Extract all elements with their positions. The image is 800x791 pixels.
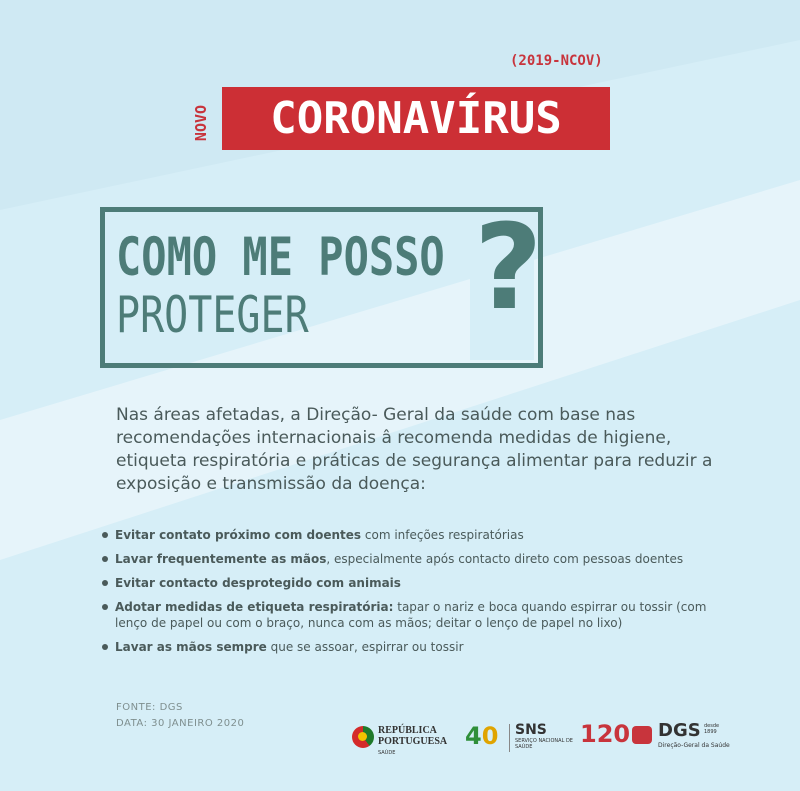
- measures-list: [100, 527, 720, 663]
- dgs-since: desde 1899: [704, 723, 720, 735]
- bullet-icon: [102, 580, 108, 586]
- emblem-icon: [352, 726, 374, 748]
- dgs-anniversary-number: 120: [580, 720, 631, 748]
- sns-name: SNS: [515, 722, 547, 738]
- virus-code-subtitle: (2019-NCOV): [510, 53, 603, 69]
- page-title: CORONAVÍRUS: [270, 93, 562, 144]
- source-info: [116, 700, 244, 732]
- dgs-emblem-icon: [632, 726, 652, 744]
- list-item: Lavar frequentemente as mãos, especialmente após contacto direto com pessoas doentes: [100, 551, 720, 567]
- question-mark: ?: [474, 198, 543, 336]
- republica-line1: REPÚBLICA: [378, 725, 437, 736]
- bullet-icon: [102, 532, 108, 538]
- question-line-1: COMO ME POSSO: [116, 226, 445, 288]
- bullet-icon: [102, 644, 108, 650]
- title-banner: [222, 87, 610, 150]
- novo-label: NOVO: [192, 104, 210, 142]
- republica-portuguesa-logo: [352, 723, 447, 759]
- dgs-name: DGS: [658, 720, 701, 741]
- bullet-icon: [102, 556, 108, 562]
- date-label: DATA: 30 JANEIRO 2020: [116, 718, 245, 729]
- question-line-2: PROTEGER: [116, 287, 309, 345]
- list-item: Lavar as mãos sempre que se assoar, espirrar ou tossir: [100, 639, 720, 655]
- republica-line2: PORTUGUESA: [378, 736, 448, 747]
- sns-40-logo: [465, 720, 575, 756]
- list-item: Evitar contato próximo com doentes com infeções respiratórias: [100, 527, 720, 543]
- dgs-full-name: Direção-Geral da Saúde: [658, 742, 730, 749]
- republica-sub: SAÚDE: [378, 750, 396, 756]
- source-label: FONTE: DGS: [116, 702, 183, 713]
- intro-paragraph: Nas áreas afetadas, a Direção- Geral da saúde com base nas recomendações internacionais â recomenda medidas de higiene, etiqueta respiratória e práticas de segurança alimentar para reduzir a exposição e transmissão da doença:: [116, 405, 713, 494]
- sns-anniversary-number: 40: [465, 722, 499, 750]
- list-item: Evitar contacto desprotegido com animais: [100, 575, 720, 591]
- sns-subtitle: SERVIÇO NACIONAL DE SAÚDE: [515, 738, 573, 750]
- bullet-icon: [102, 604, 108, 610]
- logo-divider: [509, 724, 510, 752]
- dgs-120-logo: [580, 720, 730, 756]
- list-item: Adotar medidas de etiqueta respiratória: tapar o nariz e boca quando espirrar ou tossir (com lenço de papel ou com o braço, nunca com as mãos; deitar o lenço de papel no lixo): [100, 599, 720, 631]
